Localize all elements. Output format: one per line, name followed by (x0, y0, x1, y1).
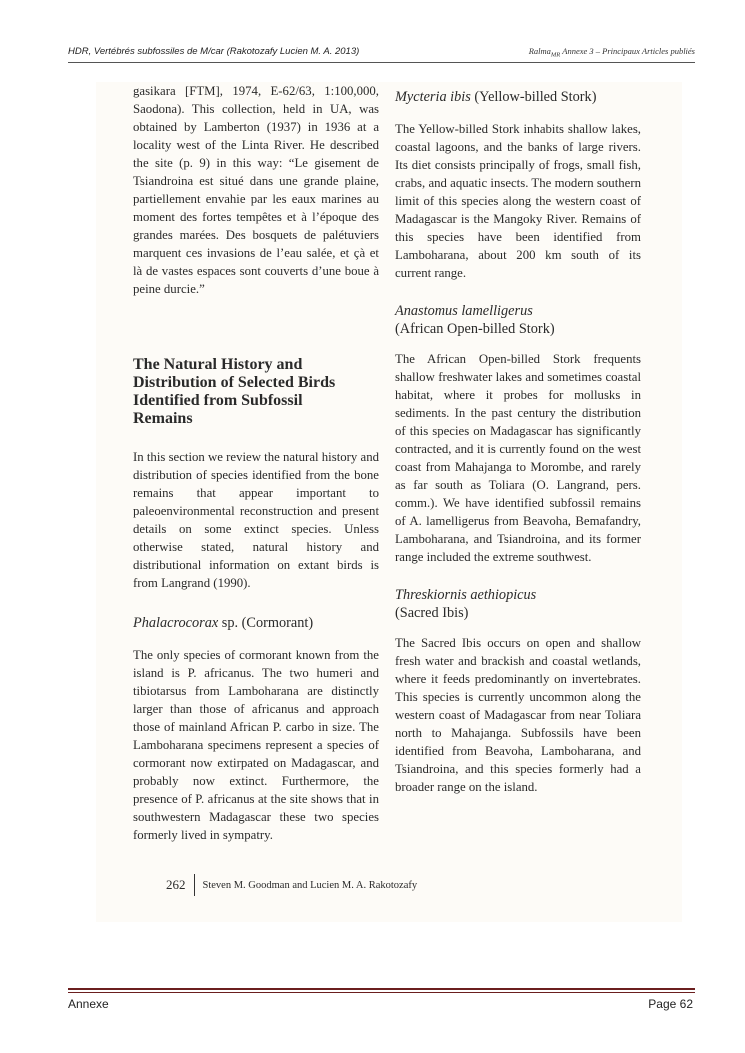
stork-scientific-name: Mycteria ibis (395, 89, 471, 105)
ibis-paragraph: The Sacred Ibis occurs on open and shallow fresh water and brackish and coastal wetlands, where it feeds predominantly on invertebrates. This species is currently uncommon along the western coast of Madagascar from near Toliara north to Mahajanga. Subfossils have been identified from Beavoha, Lamboharana, and Tsiandroina, and this species formerly had a broader range on the island. (395, 636, 641, 794)
header-author-subscript: MR (550, 51, 561, 59)
cormorant-heading (133, 614, 379, 632)
stork-paragraph: The Yellow-billed Stork inhabits shallow lakes, coastal lagoons, and the banks of large rivers. Its diet consists principally of frogs, small fish, crabs, and aquatic insects. The modern southern limit of this species along the western coast of Madagascar is the Mangoky River. Remains of this species have been identified from Lamboharana, about 200 km south of its current range. (395, 122, 641, 280)
ibis-scientific-name: Threskiornis aethiopicus (395, 587, 537, 603)
ibis-heading (395, 586, 641, 622)
scan-authors: Steven M. Goodman and Lucien M. A. Rakotozafy (202, 879, 418, 891)
cormorant-paragraph: The only species of cormorant known from the island is P. africanus. The two humeri and tibiotarsus from Lamboharana are distinctly larger than those of africanus and approach those of mainland African P. carbo in size. The Lamboharana specimens represent a species of cormorant now extirpated on Madagascar, and probably now extinct. Furthermore, the presence of P. africanus at the site shows that in southwestern Madagascar these two species formerly lived in sympatry. (133, 648, 379, 842)
right-column (395, 88, 641, 796)
document-header-title: HDR, Vertébrés subfossiles de M/car (Rakotozafy Lucien M. A. 2013) (68, 46, 360, 57)
openbill-paragraph: The African Open-billed Stork frequents shallow freshwater lakes and sometimes coastal habitat, where it probes for mollusks in sediments. In the past century the distribution of this species on Madagascar has significantly contracted, and it is currently found on the west coast from Mahajanga to Morombe, and rarely as far south as Toliara (O. Langrand, pers. comm.). We have identified subfossil remains of A. lamelligerus from Beavoha, Bemafandry, Lamboharana, and Tsiandroina, and its former range included the extreme southwest. (395, 352, 641, 564)
document-header-annex (529, 46, 695, 59)
header-author-name: Ralma (528, 46, 551, 56)
footer-page-number: Page 62 (648, 997, 693, 1011)
openbill-common-name: (African Open-billed Stork) (395, 321, 555, 337)
footer-rule-thick (68, 988, 695, 990)
openbill-scientific-name: Anastomus lamelligerus (395, 303, 533, 319)
section-intro-paragraph: In this section we review the natural history and distribution of species identified from the bone remains that appear important to paleoenvironmental reconstruction and present details on some extinct species. Unless otherwise stated, natural history and distributional information on extant birds is from Langrand (1990). (133, 450, 379, 590)
section-title-line: Identified from Subfossil (133, 392, 303, 409)
section-title-line: Distribution of Selected Birds (133, 374, 336, 391)
scan-page-footer (166, 874, 417, 896)
section-title-line: The Natural History and (133, 356, 303, 373)
section-title-line: Remains (133, 410, 193, 427)
footer-rule-thin (68, 992, 695, 993)
scanned-article-page (96, 82, 682, 922)
stork-heading (395, 88, 641, 106)
header-annex-label: Annexe 3 – Principaux Articles publiés (560, 46, 695, 56)
footer-annex-label: Annexe (68, 997, 109, 1011)
ibis-common-name: (Sacred Ibis) (395, 605, 469, 621)
cormorant-scientific-name: Phalacrocorax (133, 615, 219, 631)
intro-paragraph: gasikara [FTM], 1974, E-62/63, 1:100,000, Saodona). This collection, held in UA, was obtained by Lamberton (1937) in 1936 at a locality west of the Linta River. He described the site (p. 9) in this way: “Le gisement de Tsiandroina est situé dans une grande plaine, partiellement envahie par les eaux marines au moment des fortes tempêtes et à l’époque des grandes marées. Des bosquets de palétuviers marquent ces invasions de l’eau salée, et çà et là de vastes espaces sont couverts d’une boue à peine durcie.” (133, 84, 379, 296)
scan-page-number: 262 (166, 874, 195, 896)
section-title (133, 356, 379, 428)
stork-common-name: (Yellow-billed Stork) (470, 89, 597, 105)
openbill-heading (395, 302, 641, 338)
header-rule (68, 62, 695, 63)
cormorant-common-name: sp. (Cormorant) (218, 615, 314, 631)
left-column (133, 82, 379, 844)
